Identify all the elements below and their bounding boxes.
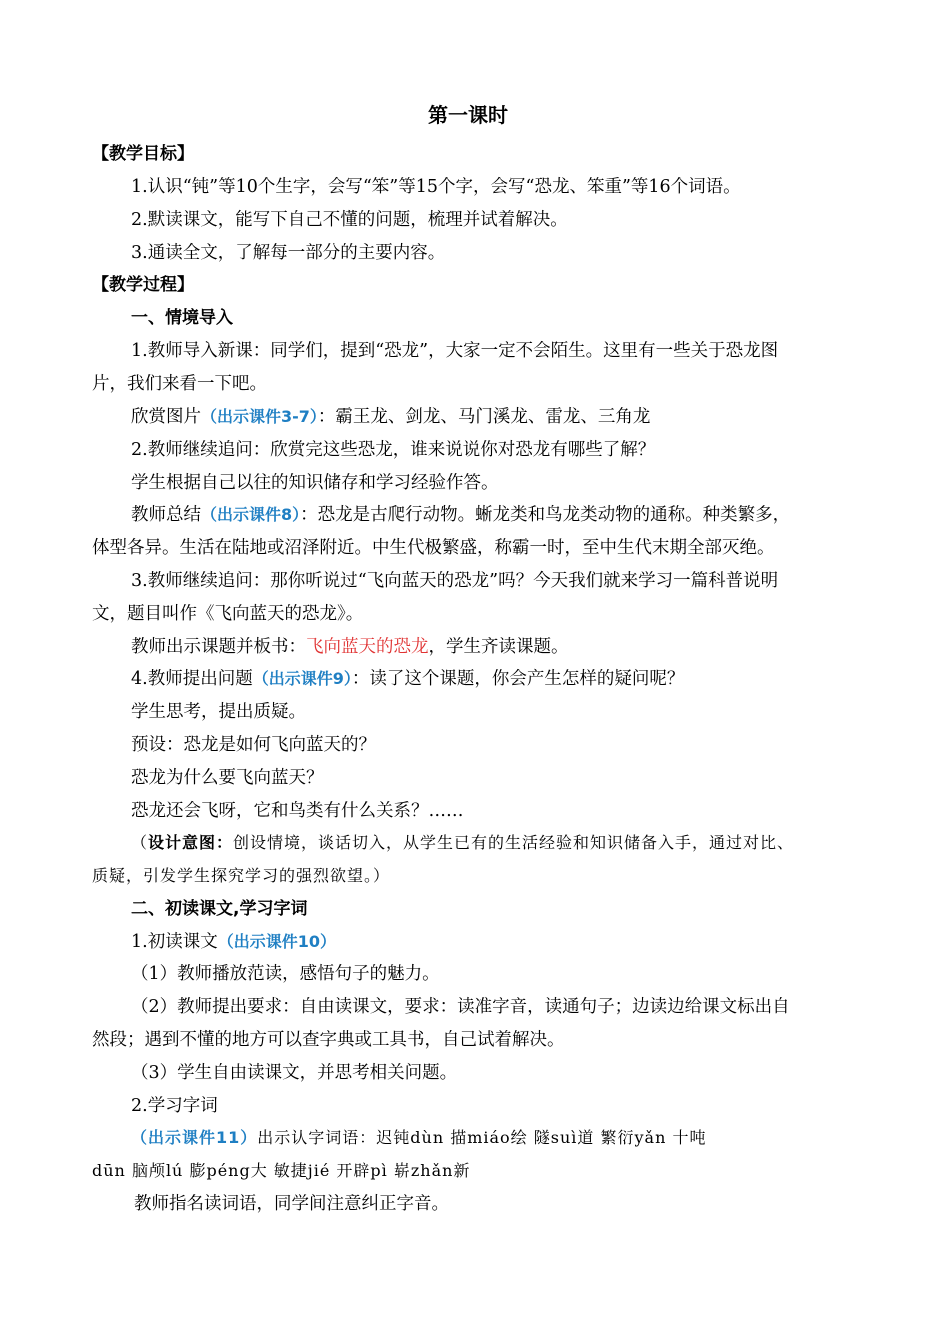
design-intent-line-1 [131,831,794,855]
s2-paragraph-3-line-1: （2）教师提出要求：自由读课文，要求：读准字音，读通句子；边读边给课文标出自 [131,997,790,1017]
section2-heading: 二、初读课文,学习字词 [131,899,308,919]
s2-paragraph-3-line-2: 然段；遇到不懂的地方可以查字典或工具书，自己试着解决。 [92,1030,565,1050]
s1-paragraph-11: 恐龙为什么要飞向蓝天？ [131,768,324,788]
text: 1.初读课文 [131,932,218,952]
process-heading: 【教学过程】 [92,275,194,295]
s2-paragraph-5: 2.学习字词 [131,1096,218,1116]
s1-paragraph-4: 学生根据自己以往的知识储存和学习经验作答。 [131,473,499,493]
vocab-list: 出示认字词语：迟钝dùn 描miáo绘 隧suì道 繁衍yǎn 十吨 [257,1128,707,1147]
design-intent-line-2: 质疑，引发学生探究学习的强烈欲望。） [92,866,391,885]
goal-item-2: 2.默读课文，能写下自己不懂的问题，梳理并试着解决。 [131,210,568,230]
text: 欣赏图片 [131,407,201,427]
section1-heading: 一、情境导入 [131,308,233,328]
s1-paragraph-5-line-2: 体型各异。生活在陆地或沼泽附近。中生代极繁盛，称霸一时，至中生代末期全部灭绝。 [92,538,775,558]
s2-paragraph-7: 教师指名读词语，同学间注意纠正字音。 [134,1194,449,1214]
text: ：霸王龙、剑龙、马门溪龙、雷龙、三角龙 [317,407,651,427]
s2-paragraph-6-line-1 [131,1126,706,1150]
s1-paragraph-5-line-1 [131,503,790,527]
courseware-ref: （出示课件10） [217,932,336,951]
courseware-ref: （出示课件11） [131,1128,258,1147]
courseware-ref: （出示课件3-7） [201,407,318,426]
s2-paragraph-4: （3）学生自由读课文，并思考相关问题。 [131,1063,458,1083]
lesson-title-highlight: 飞向蓝天的恐龙 [306,637,429,657]
text: ：读了这个课题，你会产生怎样的疑问呢？ [351,669,685,689]
s1-paragraph-8 [131,667,684,691]
goal-item-1: 1.认识“钝”等10个生字，会写“笨”等15个字，会写“恐龙、笨重”等16个词语。 [131,177,741,197]
s1-paragraph-7 [131,635,569,659]
courseware-ref: （出示课件8） [201,505,301,524]
text: 教师总结 [131,505,201,525]
s1-paragraph-12: 恐龙还会飞呀，它和鸟类有什么关系？…… [131,801,464,821]
s1-paragraph-2 [131,405,650,429]
s1-paragraph-3: 2.教师继续追问：欣赏完这些恐龙，谁来说说你对恐龙有哪些了解？ [131,440,656,460]
text: ，学生齐读课题。 [428,637,569,657]
page-title: 第一课时 [428,103,508,127]
goal-item-3: 3.通读全文，了解每一部分的主要内容。 [131,243,446,263]
s2-paragraph-2: （1）教师播放范读，感悟句子的魅力。 [131,964,440,984]
text: ：恐龙是古爬行动物。蜥龙类和鸟龙类动物的通称。种类繁多， [300,505,791,525]
text: （ [131,833,149,852]
s2-paragraph-6-line-2: dūn 脑颅lú 膨péng大 敏捷jié 开辟pì 崭zhǎn新 [92,1161,471,1180]
goals-heading: 【教学目标】 [92,144,194,164]
s1-paragraph-6-line-1: 3.教师继续追问：那你听说过“飞向蓝天的恐龙”吗？今天我们就来学习一篇科普说明 [131,571,779,591]
courseware-ref: （出示课件9） [252,669,352,688]
s1-paragraph-1-line-2: 片，我们来看一下吧。 [92,374,267,394]
text: 创设情境，谈话切入，从学生已有的生活经验和知识储备入手，通过对比、 [233,833,795,852]
text: 教师出示课题并板书： [131,637,306,657]
design-intent-label: 设计意图： [148,833,234,852]
s1-paragraph-1-line-1: 1.教师导入新课：同学们，提到“恐龙”，大家一定不会陌生。这里有一些关于恐龙图 [131,341,779,361]
s1-paragraph-6-line-2: 文，题目叫作《飞向蓝天的恐龙》。 [92,604,364,624]
text: 4.教师提出问题 [131,669,253,689]
s1-paragraph-9: 学生思考，提出质疑。 [131,702,306,722]
s1-paragraph-10: 预设：恐龙是如何飞向蓝天的？ [131,735,376,755]
s2-paragraph-1 [131,930,336,954]
